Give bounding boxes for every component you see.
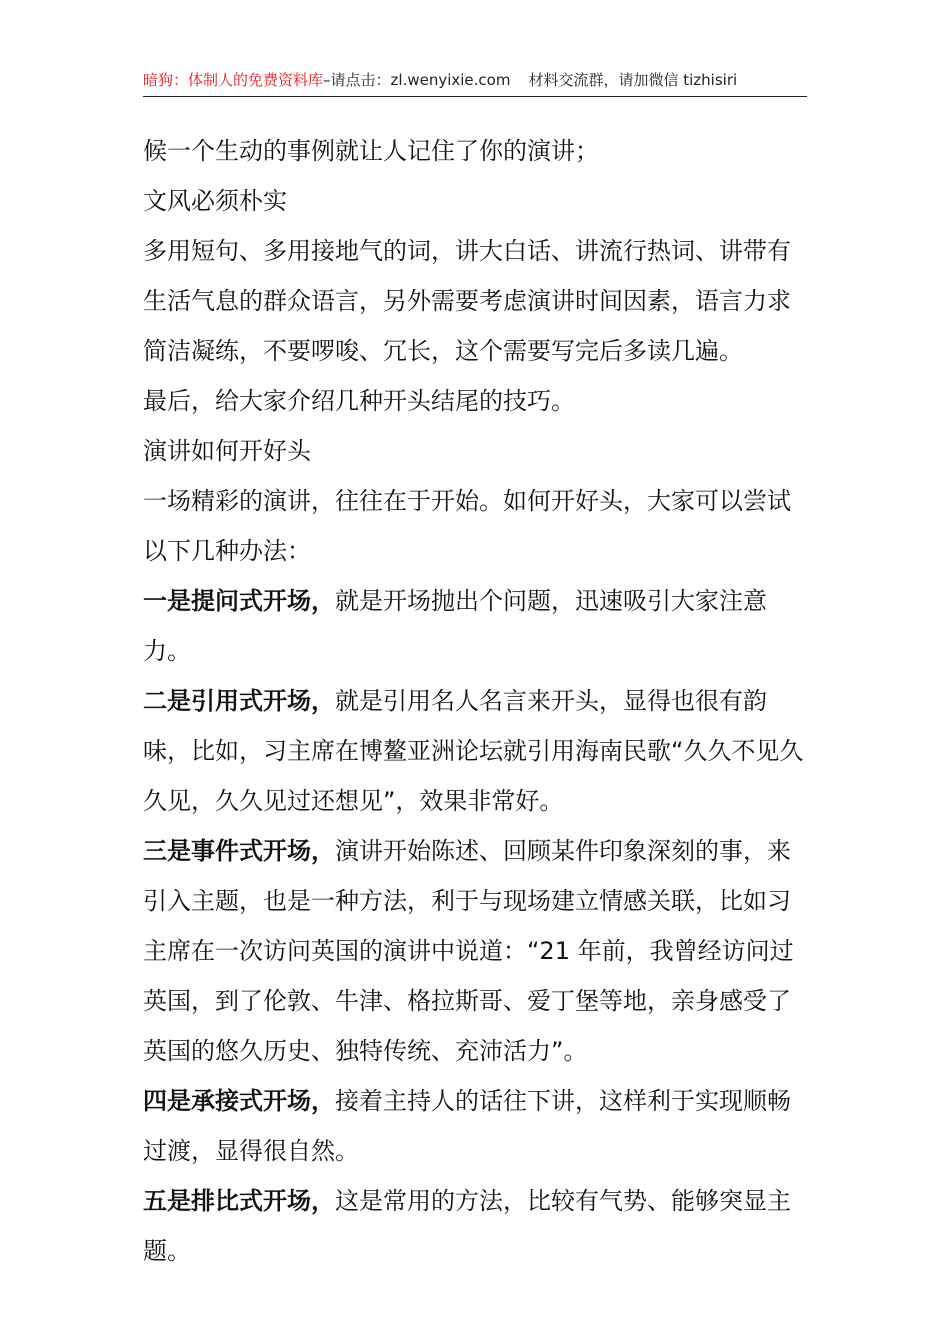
list-item: 四是承接式开场，接着主持人的话往下讲，这样利于实现顺畅过渡，显得很自然。 (143, 1087, 791, 1165)
header-group-note: 材料交流群，请加微信 tizhisiri (528, 71, 738, 89)
list-item: 三是事件式开场，演讲开始陈述、回顾某件印象深刻的事，来引入主题，也是一种方法，利于与现场建立情感关联，比如习主席在一次访问英国的演讲中说道：“21 年前，我曾经访问过英国，到了伦敦、牛津、格拉斯哥、爱丁堡等地，亲身感受了英国的悠久历史、独特传统、充沛活力”。 (143, 837, 794, 1065)
paragraph: 一场精彩的演讲，往往在于开始。如何开好头，大家可以尝试以下几种办法： (143, 487, 791, 565)
list-item: 一是提问式开场，就是开场抛出个问题，迅速吸引大家注意力。 (143, 587, 767, 665)
page-header (143, 66, 807, 97)
paragraph: 最后，给大家介绍几种开头结尾的技巧。 (143, 387, 575, 415)
list-item-lead: 一是提问式开场， (143, 587, 335, 615)
list-item-lead: 五是排比式开场， (143, 1187, 335, 1215)
section-heading: 演讲如何开好头 (143, 437, 311, 465)
header-brand: 暗狗：体制人的免费资料库 (143, 71, 324, 89)
section-heading: 文风必须朴实 (143, 187, 287, 215)
list-item-lead: 四是承接式开场， (143, 1087, 335, 1115)
list-item-lead: 二是引用式开场， (143, 687, 335, 715)
paragraph: 候一个生动的事例就让人记住了你的演讲； (143, 137, 599, 165)
list-item: 五是排比式开场，这是常用的方法，比较有气势、能够突显主题。 (143, 1187, 791, 1265)
paragraph: 多用短句、多用接地气的词，讲大白话、讲流行热词、讲带有生活气息的群众语言，另外需要考虑演讲时间因素，语言力求简洁凝练，不要啰唆、冗长，这个需要写完后多读几遍。 (143, 237, 791, 365)
list-item: 二是引用式开场，就是引用名人名言来开头，显得也很有韵味，比如，习主席在博鳌亚洲论坛就引用海南民歌“久久不见久久见，久久见过还想见”，效果非常好。 (143, 687, 804, 815)
header-url-link[interactable]: zl.wenyixie.com (390, 71, 511, 89)
list-item-lead: 三是事件式开场， (143, 837, 335, 865)
document-body (143, 126, 813, 1276)
header-link-prefix: –请点击： (323, 71, 391, 89)
